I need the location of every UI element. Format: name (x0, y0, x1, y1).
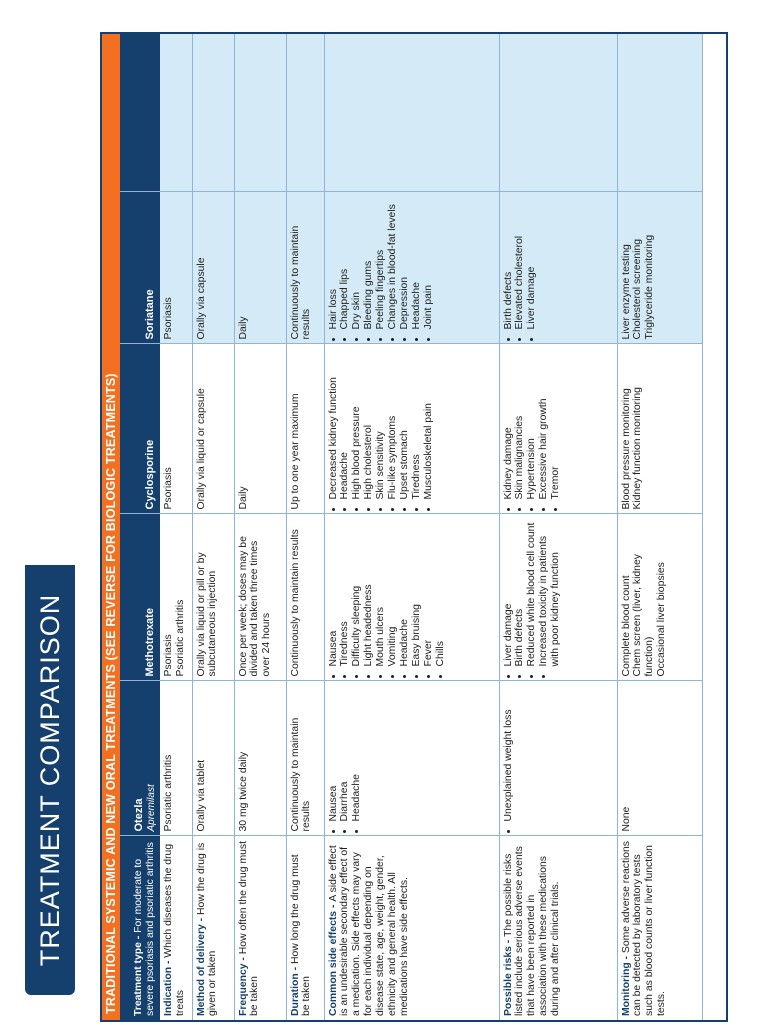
cell-text: Daily (237, 316, 249, 340)
row-label (192, 836, 234, 1020)
list-item: • Difficulty sleeping (351, 519, 363, 667)
cell-methotrexate (324, 514, 499, 681)
list-item: • Decreased kidney function (328, 349, 340, 500)
row-label (286, 836, 324, 1020)
list-item: • High blood pressure (351, 349, 363, 500)
list-item: • Headache (399, 519, 411, 667)
comparison-table-frame (100, 32, 728, 1022)
list-item: • Diarrhea (339, 686, 351, 822)
cell-line: Blood pressure monitoring (620, 388, 632, 510)
drug-name: Cyclosporine (144, 439, 157, 510)
cell-line: Complete blood count (620, 575, 632, 677)
cell-text: Orally via liquid or pill or by subcutaneous injection (195, 552, 219, 677)
cell-methotrexate (617, 514, 702, 681)
list-item: • Light headedness (363, 519, 375, 667)
bullet-list (503, 197, 539, 340)
cell-line: Chem screen (liver, kidney function) (632, 554, 656, 677)
cell-line: Cholesterol screening (632, 239, 644, 340)
cell-text: Psoriasis (163, 297, 174, 340)
cell-text: Daily (237, 486, 249, 510)
row-risks (499, 34, 617, 1020)
cell-otezla (617, 681, 702, 836)
list-item: • Fever (423, 519, 435, 667)
cell-otezla (286, 681, 324, 836)
cell-soriatane (234, 192, 286, 344)
cell-methotrexate (499, 514, 617, 681)
cell-spacer (499, 34, 617, 192)
cell-otezla (499, 681, 617, 836)
header-soriatane (120, 192, 160, 344)
bullet-list (503, 686, 515, 832)
list-item: • Birth defects (514, 519, 526, 667)
header-spacer (120, 34, 160, 192)
row-label-desc: How the drug is given or taken (195, 842, 219, 1016)
cell-otezla (324, 681, 499, 836)
bullet-list (328, 349, 436, 510)
row-label-title: Monitoring - (620, 953, 632, 1016)
row-label-desc: How often the drug must be taken (237, 841, 261, 1016)
cell-methotrexate (286, 514, 324, 681)
row-monitoring (617, 34, 702, 1020)
header-label: Treatment type - (133, 932, 145, 1016)
row-label-desc: How long the drug must be taken (289, 854, 313, 1016)
cell-line: Psoriatic arthritis (174, 599, 186, 677)
list-item: • Joint pain (423, 197, 435, 330)
cell-text: Once per week; doses may be divided and taken three times over 24 hours (237, 536, 273, 677)
list-item: • Tremor (550, 349, 562, 500)
cell-methotrexate (160, 514, 192, 681)
header-row (120, 34, 160, 1020)
cell-line: Psoriasis (163, 634, 174, 677)
list-item: • Easy bruising (411, 519, 423, 667)
cell-methotrexate (192, 514, 234, 681)
list-item: • Hypertension (526, 349, 538, 500)
row-label-title: Frequency - (237, 954, 249, 1016)
row-label-title: Indication - (163, 957, 174, 1016)
cell-text: Continuously to maintain results (289, 225, 313, 340)
row-delivery (192, 34, 234, 1020)
cell-otezla (192, 681, 234, 836)
cell-spacer (160, 34, 192, 192)
rotated-table-container (102, 34, 726, 1020)
header-methotrexate (120, 514, 160, 681)
cell-cyclosporine (617, 344, 702, 514)
cell-cyclosporine (160, 344, 192, 514)
header-desc: For moderate to severe psoriasis and psoriatic arthritis (133, 842, 157, 1016)
cell-cyclosporine (234, 344, 286, 514)
bullet-list (328, 197, 436, 340)
row-label (234, 836, 286, 1020)
row-label-title: Common side effects - (327, 901, 339, 1016)
page-title: TREATMENT COMPARISON (34, 593, 65, 967)
cell-text: Psoriatic arthritis (163, 754, 174, 832)
cell-cyclosporine (192, 344, 234, 514)
list-item: • Hair loss (328, 197, 340, 330)
cell-line: Liver enzyme testing (620, 244, 632, 340)
cell-cyclosporine (286, 344, 324, 514)
list-item: • Excessive hair growth (538, 349, 550, 500)
list-item: • Liver damage (503, 519, 515, 667)
drug-generic-name: Apremilast (145, 784, 157, 832)
cell-spacer (234, 34, 286, 192)
list-item: • Headache (339, 349, 351, 500)
row-label-desc: The possible risks listed include serious adverse events that have been reported in association with these medications during and after clinical trials. (502, 846, 562, 1016)
cell-spacer (324, 34, 499, 192)
header-cyclosporine (120, 344, 160, 514)
row-label (617, 836, 702, 1020)
list-item: • Nausea (328, 686, 340, 822)
list-item: • Dry skin (351, 197, 363, 330)
list-item: • Vomiting (387, 519, 399, 667)
cell-otezla (160, 681, 192, 836)
row-label (499, 836, 617, 1020)
list-item: • Skin malignancies (514, 349, 526, 500)
drug-name: Soriatane (144, 289, 157, 340)
list-item: • Headache (351, 686, 363, 822)
list-item: • High cholesterol (363, 349, 375, 500)
list-item: • Changes in blood-fat levels (387, 197, 399, 330)
list-item: • Mouth ulcers (375, 519, 387, 667)
title-tab (25, 565, 75, 995)
cell-soriatane (192, 192, 234, 344)
cell-soriatane (499, 192, 617, 344)
cell-text: 30 mg twice daily (237, 751, 249, 832)
cell-spacer (617, 34, 702, 192)
cell-text: Orally via tablet (195, 759, 207, 832)
list-item: • Liver damage (526, 197, 538, 330)
list-item: • Elevated cholesterol (514, 197, 526, 330)
row-label-title: Method of delivery - (195, 914, 207, 1016)
cell-methotrexate (234, 514, 286, 681)
cell-text: Up to one year maximum (289, 393, 301, 510)
list-item: • Increased toxicity in patients with poor kidney function (538, 519, 562, 667)
list-item: • Tiredness (339, 519, 351, 667)
cell-soriatane (324, 192, 499, 344)
row-label-desc: Which diseases the drug treats (163, 843, 186, 1016)
header-otezla (120, 681, 160, 836)
cell-soriatane (286, 192, 324, 344)
row-label-title: Duration - (289, 964, 301, 1016)
list-item: • Depression (399, 197, 411, 330)
cell-spacer (286, 34, 324, 192)
row-label (160, 836, 192, 1020)
list-item: • Skin sensitivity (375, 349, 387, 500)
row-indication (160, 34, 192, 1020)
list-item: • Nausea (328, 519, 340, 667)
header-treatment-type (120, 836, 160, 1020)
bullet-list (503, 519, 563, 677)
cell-text: Continuously to maintain results (289, 717, 313, 832)
cell-line: Triglyceride monitoring (644, 234, 656, 340)
cell-soriatane (617, 192, 702, 344)
cell-spacer (192, 34, 234, 192)
row-label-title: Possible risks - (502, 936, 514, 1016)
cell-line: Occasional liver biopsies (656, 562, 668, 677)
cell-soriatane (160, 192, 192, 344)
list-item: • Peeling fingertips (375, 197, 387, 330)
bullet-list (328, 686, 364, 832)
cell-text: None (620, 806, 632, 832)
cell-otezla (234, 681, 286, 836)
bullet-list (503, 349, 563, 510)
cell-text: Orally via capsule (195, 257, 207, 340)
cell-text: Continuously to maintain results (289, 529, 301, 677)
list-item: • Unexplained weight loss (503, 686, 515, 822)
list-item: • Chapped lips (339, 197, 351, 330)
cell-cyclosporine (324, 344, 499, 514)
bullet-list (328, 519, 448, 677)
list-item: • Headache (411, 197, 423, 330)
cell-text: Psoriasis (163, 467, 174, 510)
drug-name: Otezla (132, 798, 145, 832)
cell-text: Orally via liquid or capsule (195, 388, 207, 510)
list-item: • Birth defects (503, 197, 515, 330)
drug-name: Methotrexate (144, 608, 157, 677)
row-label-desc: A side effect is an undesirable secondary effect of a medication. Side effects may vary for each individual depending on disease state, age, weight, gender, ethnicity and general health. All medications have side effects. (327, 845, 411, 1016)
list-item: • Kidney damage (503, 349, 515, 500)
list-item: • Upset stomach (399, 349, 411, 500)
row-label-desc: Some adverse reactions can be detected by laboratory tests such as blood counts or liver function tests. (620, 841, 668, 1016)
banner: TRADITIONAL SYSTEMIC AND NEW ORAL TREATMENTS (SEE REVERSE FOR BIOLOGIC TREATMENTS) (102, 34, 120, 1020)
list-item: • Reduced white blood cell count (526, 519, 538, 667)
cell-line: Kidney function monitoring (632, 387, 644, 510)
list-item: • Tiredness (411, 349, 423, 500)
cell-cyclosporine (499, 344, 617, 514)
list-item: • Flu-like symptoms (387, 349, 399, 500)
list-item: • Chills (435, 519, 447, 667)
comparison-table (120, 34, 703, 1020)
row-duration (286, 34, 324, 1020)
row-label (324, 836, 499, 1020)
row-frequency (234, 34, 286, 1020)
list-item: • Musculoskeletal pain (423, 349, 435, 500)
list-item: • Bleeding gums (363, 197, 375, 330)
row-side-effects (324, 34, 499, 1020)
